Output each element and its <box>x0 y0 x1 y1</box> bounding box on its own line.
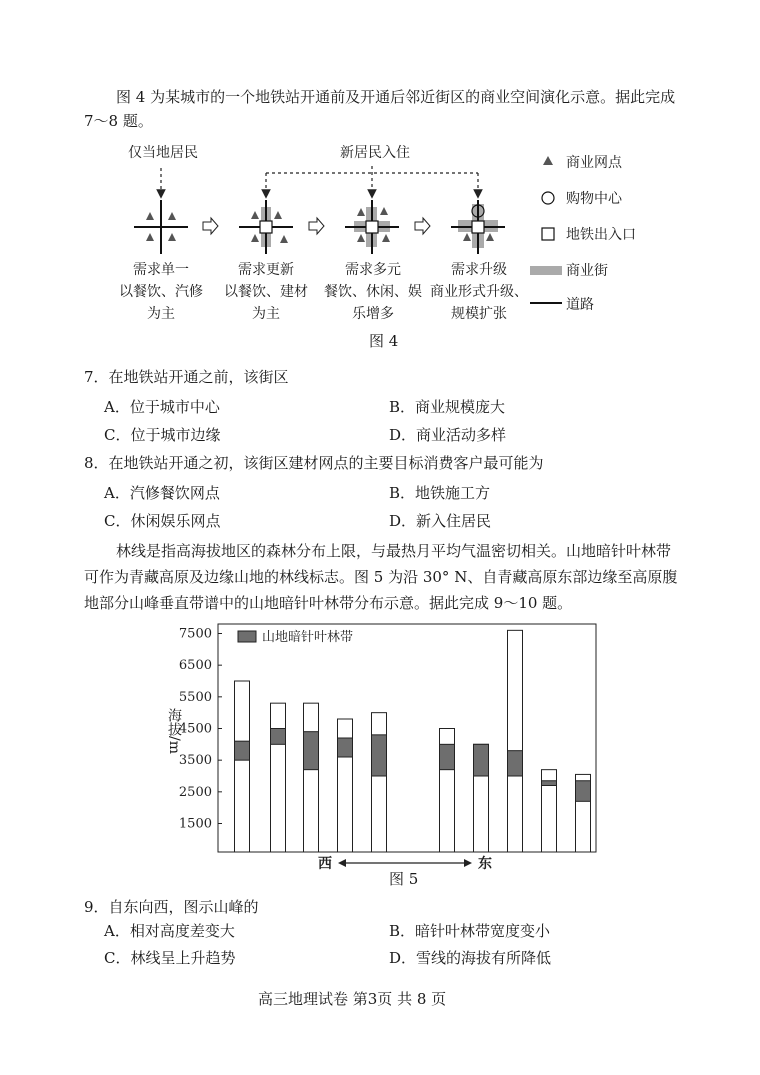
page-footer: 高三地理试卷 第3页 共 8 页 <box>258 990 447 1008</box>
legend-commercial-street: 商业街 <box>566 263 608 279</box>
forest-belt-bar <box>440 744 455 769</box>
x-left-label: 西 <box>318 856 332 872</box>
forest-belt-bar <box>271 729 286 745</box>
q9-option-b[interactable]: B．暗针叶林带宽度变小 <box>389 922 551 940</box>
business-point-marker <box>146 233 154 241</box>
forest-belt-bar <box>338 738 353 757</box>
legend-square-icon <box>542 228 554 240</box>
stage1-map <box>134 200 188 254</box>
forest-belt-bar <box>372 735 387 776</box>
figure4-caption: 图 4 <box>369 332 399 350</box>
legend-business-point: 商业网点 <box>566 155 622 171</box>
legend-street-swatch <box>530 266 562 275</box>
y-tick-label: 2500 <box>178 784 212 800</box>
y-tick-label: 7500 <box>178 626 212 642</box>
intro-fig5-line3: 地部分山峰垂直带谱中的山地暗针叶林带分布示意。据此完成 9～10 题。 <box>84 594 573 612</box>
intro-fig5-line2: 可作为青藏高原及边缘山地的林线标志。图 5 为沿 30° N、自青藏高原东部边缘至高原腹 <box>84 568 678 586</box>
business-point-marker <box>146 212 154 220</box>
q9-option-d[interactable]: D．雪线的海拔有所降低 <box>389 949 552 967</box>
stage4-map <box>451 200 505 254</box>
q7-option-b[interactable]: B．商业规模庞大 <box>389 398 506 416</box>
forest-belt-bar <box>474 744 489 776</box>
business-point-marker <box>168 212 176 220</box>
q8-option-d[interactable]: D．新入住居民 <box>389 512 492 530</box>
intro-fig5-line1: 林线是指高海拔地区的森林分布上限，与最热月平均气温密切相关。山地暗针叶林带 <box>116 542 672 560</box>
label-local-residents: 仅当地居民 <box>128 145 198 161</box>
stage2-text: 需求更新 以餐饮、建材 为主 <box>224 262 308 322</box>
x-right-label: 东 <box>478 856 492 872</box>
business-point-marker <box>168 233 176 241</box>
peak-bar <box>508 630 523 852</box>
q8-option-a[interactable]: A．汽修餐饮网点 <box>104 484 220 502</box>
y-tick-label: 3500 <box>178 753 212 769</box>
figure5-chart <box>150 620 610 890</box>
figure5-caption: 图 5 <box>389 870 419 888</box>
peak-bar <box>372 713 387 852</box>
stage4-text: 需求升级 商业形式升级、 规模扩张 <box>430 262 528 322</box>
legend-road: 道路 <box>566 297 594 313</box>
q7-option-a[interactable]: A．位于城市中心 <box>104 398 220 416</box>
legend-metro-entrance: 地铁出入口 <box>566 227 636 243</box>
y-axis-label: 海拔/m <box>166 708 182 754</box>
peak-bar <box>271 703 286 852</box>
forest-belt-bar <box>304 732 319 770</box>
y-tick-label: 1500 <box>178 816 212 832</box>
forest-belt-bar <box>576 781 591 802</box>
legend-shopping-center: 购物中心 <box>566 191 622 207</box>
y-tick-label: 4500 <box>178 721 212 737</box>
legend-swatch <box>238 631 256 642</box>
forest-belt-bar <box>235 741 250 760</box>
stage2-map <box>239 200 293 254</box>
legend-triangle-icon <box>543 156 553 165</box>
q7-option-d[interactable]: D．商业活动多样 <box>389 426 507 444</box>
intro-fig4-line1: 图 4 为某城市的一个地铁站开通前及开通后邻近街区的商业空间演化示意。据此完成 <box>116 88 676 106</box>
direction-arrow-left-head <box>338 859 346 867</box>
stage3-text: 需求多元 餐饮、休闲、娱 乐增多 <box>324 262 422 322</box>
label-new-residents: 新居民入住 <box>340 145 410 161</box>
legend-label: 山地暗针叶林带 <box>262 630 354 645</box>
legend-circle-icon <box>542 192 554 204</box>
direction-arrow-right-head <box>464 859 472 867</box>
peak-bar <box>235 681 250 852</box>
peak-bar <box>304 703 319 852</box>
q7-stem: 7．在地铁站开通之前，该街区 <box>84 368 289 386</box>
q8-option-c[interactable]: C．休闲娱乐网点 <box>104 512 221 530</box>
intro-fig4-line2: 7～8 题。 <box>84 112 153 130</box>
stage3-map <box>345 200 399 254</box>
q9-option-c[interactable]: C．林线呈上升趋势 <box>104 949 236 967</box>
q8-option-b[interactable]: B．地铁施工方 <box>389 484 491 502</box>
y-tick-label: 5500 <box>178 689 212 705</box>
forest-belt-bar <box>508 751 523 776</box>
y-tick-label: 6500 <box>178 658 212 674</box>
q9-option-a[interactable]: A．相对高度差变大 <box>104 922 235 940</box>
forest-belt-bar <box>542 781 557 786</box>
q9-stem: 9．自东向西，图示山峰的 <box>84 898 259 916</box>
stage1-text: 需求单一 以餐饮、汽修 为主 <box>119 262 203 322</box>
q8-stem: 8．在地铁站开通之初，该街区建材网点的主要目标消费客户最可能为 <box>84 454 544 472</box>
q7-option-c[interactable]: C．位于城市边缘 <box>104 426 221 444</box>
